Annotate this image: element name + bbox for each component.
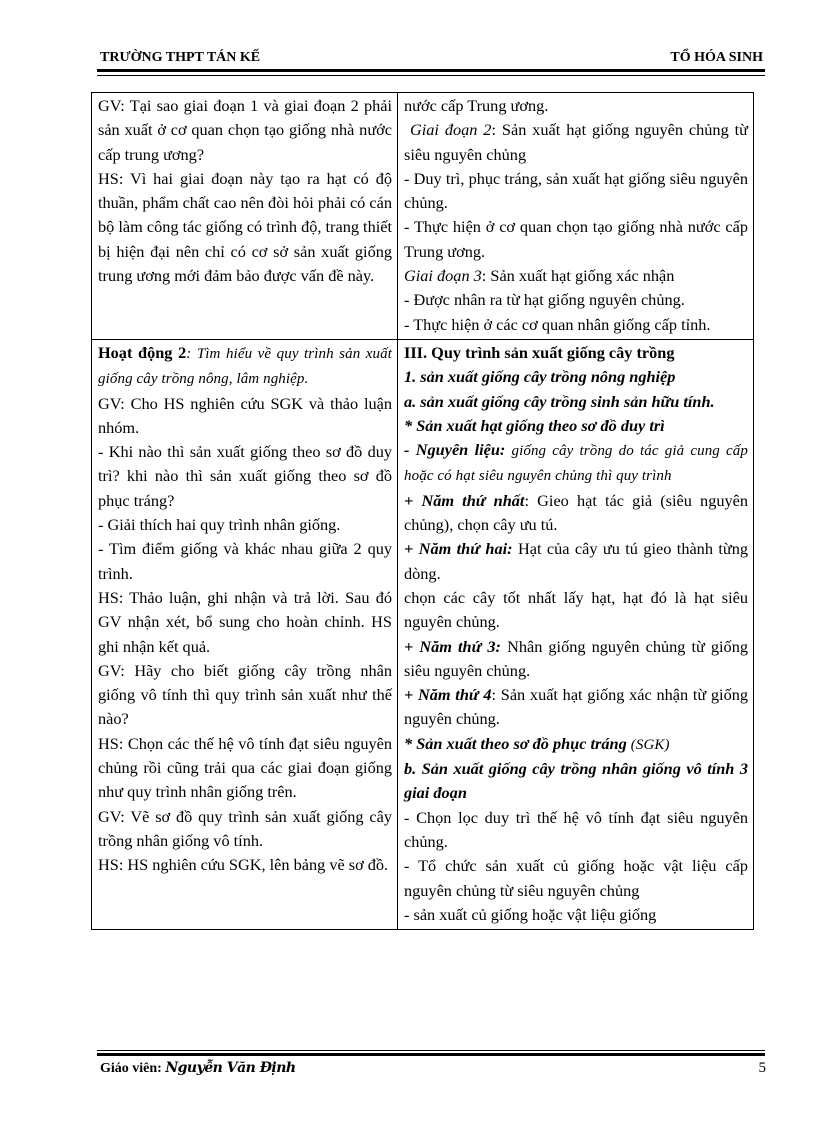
left-line: GV: Vẽ sơ đồ quy trình sản xuất giống cây trồng nhân giống vô tính. — [98, 806, 392, 850]
left-line: - Giải thích hai quy trình nhân giống. — [98, 515, 341, 535]
phuc-trang-heading: * Sản xuất theo sơ đồ phục tráng (SGK) — [404, 733, 670, 753]
right-line: - Duy trì, phục tráng, sản xuất hạt giống siêu nguyên chủng. — [404, 168, 748, 213]
year-4: + Năm thứ 4: Sản xuất hạt giống xác nhận từ giống nguyên chủng. — [404, 685, 748, 729]
stage-3-label: Giai đoạn 3 — [404, 266, 482, 286]
year-3: + Năm thứ 3: Nhân giống nguyên chủng từ giống siêu nguyên chủng. — [404, 636, 748, 680]
right-cell-2 — [398, 339, 754, 929]
stage-2 — [404, 118, 748, 167]
left-line: HS: Thảo luận, ghi nhận và trả lời. Sau đó GV nhận xét, bổ sung cho hoàn chỉnh. HS ghi nhận kết quả. — [98, 587, 392, 656]
right-cell-1 — [398, 93, 754, 340]
page-footer — [100, 1060, 766, 1082]
header-rule-thick — [97, 69, 765, 72]
section-heading: III. Quy trình sản xuất giống cây trồng — [404, 342, 675, 362]
table-row — [92, 339, 754, 929]
activity-text: : Tìm hiểu về quy trình sản xuất giống cây trồng nông, lâm nghiệp. — [98, 345, 393, 388]
left-line: - Tìm điểm giống và khác nhau giữa 2 quy trình. — [98, 539, 392, 583]
sub-heading-a: a. sản xuất giống cây trồng sinh sản hữu tính. — [404, 391, 715, 411]
left-line: GV: Hãy cho biết giống cây trồng nhân giống vô tính thì quy trình sản xuất như thế nào? — [98, 660, 392, 729]
left-line: HS: Chọn các thế hệ vô tính đạt siêu nguyên chủng rồi cũng trải qua các giai đoạn giống như quy trình nhân giống trên. — [98, 733, 392, 802]
page-number: 5 — [758, 1060, 766, 1076]
activity-heading — [98, 341, 392, 392]
footer-rule-thick — [97, 1053, 765, 1056]
left-line: GV: Cho HS nghiên cứu SGK và thảo luận nhóm. — [98, 393, 392, 437]
teacher-label: Giáo viên: — [100, 1061, 166, 1076]
left-line: - Khi nào thì sản xuất giống theo sơ đồ duy trì? khi nào thì sản xuất giống theo sơ đồ phục tráng? — [98, 442, 392, 510]
sub-heading-1: 1. sản xuất giống cây trồng nông nghiệp — [404, 367, 676, 387]
right-line: nước cấp Trung ương. — [404, 96, 549, 115]
right-line: - Thực hiện ở cơ quan chọn tạo giống nhà nước cấp Trung ương. — [404, 217, 748, 261]
left-cell-1 — [92, 93, 398, 340]
year-2: + Năm thứ hai: Hạt của cây ưu tú gieo thành từng dòng. — [404, 539, 749, 583]
school-name: TRƯỜNG THPT TÁN KẾ — [100, 50, 261, 65]
table-row — [92, 93, 754, 340]
header-rule-thin — [97, 75, 765, 76]
raw-material: - Nguyên liệu: giống cây trồng do tác giả cung cấp hoặc có hạt siêu nguyên chủng thì quy trình — [404, 440, 748, 485]
year-1: + Năm thứ nhất: Gieo hạt tác giả (siêu nguyên chủng), chọn cây ưu tú. — [404, 490, 748, 535]
year-2-cont: chọn các cây tốt nhất lấy hạt, hạt đó là hạt siêu nguyên chủng. — [404, 587, 748, 632]
sub-heading-b: b. Sản xuất giống cây trồng nhân giống vô tính 3 giai đoạn — [404, 759, 748, 803]
gv-question-1: GV: Tại sao giai đoạn 1 và giai đoạn 2 phải sản xuất ở cơ quan chọn tạo giống nhà nước cấp trung ương? — [98, 96, 392, 164]
stage-3-text: : Sản xuất hạt giống xác nhận — [481, 266, 675, 286]
activity-label: Hoạt động 2 — [98, 342, 187, 362]
right-line: - sản xuất củ giống hoặc vật liệu giống — [404, 904, 657, 924]
left-line: HS: HS nghiên cứu SGK, lên bảng vẽ sơ đồ. — [98, 855, 389, 875]
footer-rule-thin — [97, 1050, 765, 1051]
department-name: TỔ HÓA SINH — [670, 50, 763, 65]
teacher-signature: Nguyễn Văn Định — [165, 1060, 296, 1076]
left-cell-2 — [92, 339, 398, 929]
hs-answer-1: HS: Vì hai giai đoạn này tạo ra hạt có độ thuần, phẩm chất cao nên đòi hỏi phải có cán bộ làm công tác giống có trình độ, trang thiết bị hiện đại nên chỉ có cơ sở sản xuất giống trung ương mới đảm bảo được vấn đề này. — [98, 168, 392, 286]
right-line: - Được nhân ra từ hạt giống nguyên chủng. — [404, 290, 685, 310]
stage-3 — [404, 264, 748, 288]
stage-2-text: : Sản xuất hạt giống nguyên chủng từ siêu nguyên chủng — [404, 120, 748, 164]
right-line: - Thực hiện ở các cơ quan nhân giống cấp tỉnh. — [404, 314, 711, 334]
stage-2-label: Giai đoạn 2 — [409, 120, 492, 140]
page-header — [97, 48, 765, 68]
lesson-table — [91, 92, 754, 930]
duy-tri-heading: * Sản xuất hạt giống theo sơ đồ duy trì — [404, 415, 665, 435]
right-line: - Tổ chức sản xuất củ giống hoặc vật liệu cấp nguyên chủng từ siêu nguyên chủng — [404, 856, 748, 900]
right-line: - Chọn lọc duy trì thế hệ vô tính đạt siêu nguyên chủng. — [404, 807, 748, 851]
